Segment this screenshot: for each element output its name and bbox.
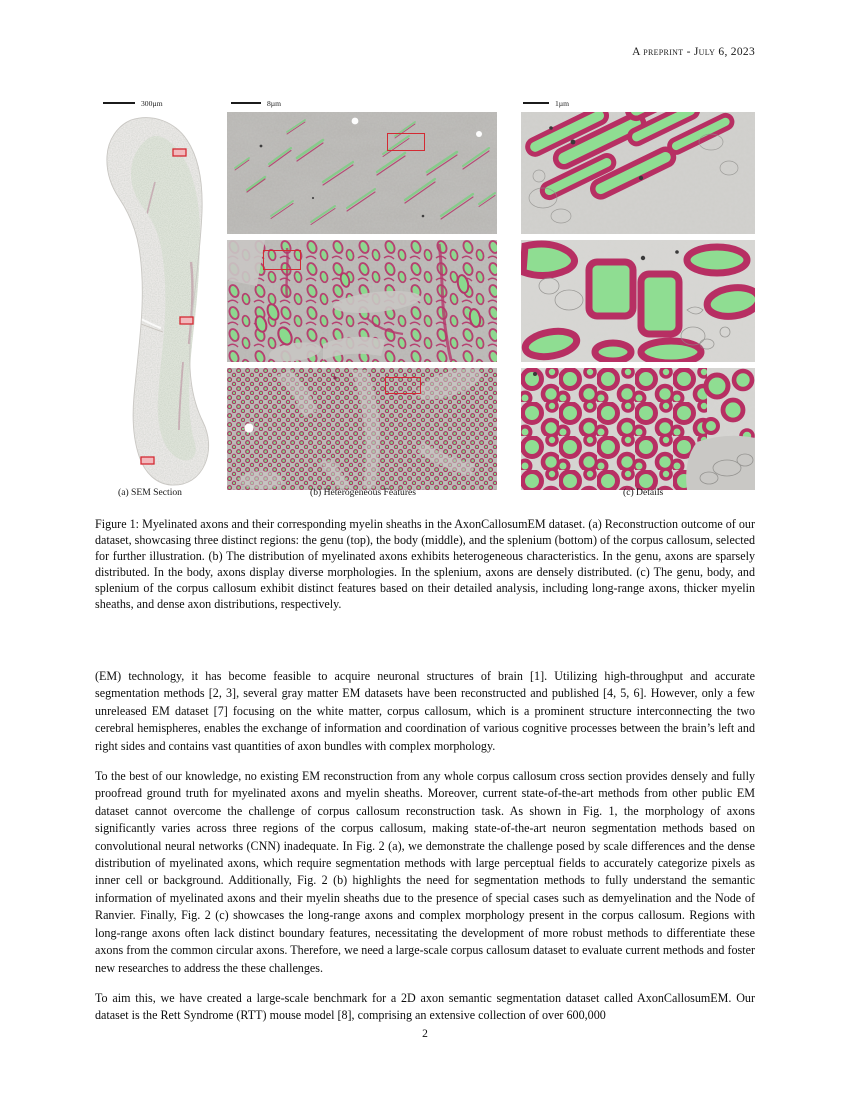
figure-1 [95, 96, 755, 490]
scalebar-label-a: 300µm [141, 98, 163, 108]
running-header: A preprint - July 6, 2023 [632, 46, 755, 58]
em-body-diverse [227, 240, 497, 362]
body-text [95, 668, 755, 1025]
figure-panel-a [95, 96, 223, 490]
panel-c-longrange-tile [521, 112, 755, 234]
paragraph-2: To the best of our knowledge, no existing EM reconstruction from any whole corpus callosum cross section provides densely and fully proofread ground truth for myelinated axons and myelin sheaths. Moreover, current state-of-the-art methods from other public EM dataset cannot overcome the challenge of corpus callosum reconstruction task. As shown in Fig. 1, the morphology of axons significantly varies across three regions of the corpus callosum, making state-of-the-art neuron segmentation methods based on convolutional neural networks (CNN) inadequate. In Fig. 2 (a), we demonstrate the challenge posed by scale differences and the dense distribution of myelinated axons, which require segmentation methods with large perceptual fields to accurately categorize pixels as inner cell or background. Additionally, Fig. 2 (b) highlights the need for segmentation methods to fully understand the semantic information of myelinated axons and their myelin sheaths due to the presence of special cases such as demyelination and the Node of Ranvier. Finally, Fig. 2 (c) showcases the long-range axons and complex morphology present in the corpus callosum. Regions with long-range axons often lack distinct boundary features, necessitating the development of more robust methods to differentiate these axons from the common circular axons. Therefore, we need a large-scale corpus callosum dataset to evaluate current methods and foster new researches to address the these challenges. [95, 769, 755, 975]
paragraph-1: (EM) technology, it has become feasible to acquire neuronal structures of brain [1]. Utilizing high-throughput and accurate segmentation methods [2, 3], several gray matter EM datasets have been reconstructed and published [4, 5, 6]. However, only a few unreleased EM dataset [7] focusing on the white matter, corpus callosum, which is a prominent structure interconnecting the two cerebral hemispheres, enables the exchange of information and coordination of various cognitive processes between the brain’s left and right sides and contains vast quantities of axon bundles with complex morphology. [95, 669, 755, 753]
em-splenium-dense [227, 368, 497, 490]
scalebar-label-c: 1µm [555, 98, 570, 108]
panel-b-body-tile [227, 240, 497, 362]
paragraph-3: To aim this, we have created a large-scale benchmark for a 2D axon semantic segmentation dataset called AxonCallosumEM. Our dataset is the Rett Syndrome (RTT) mouse model [8], comprising an extensive collection of over 600,000 [95, 990, 755, 1023]
panel-c-thick-myelin-tile [521, 240, 755, 362]
scalebar-panel-c [521, 96, 755, 110]
scalebar-line-icon [231, 102, 261, 104]
detail-longrange-axons [521, 112, 755, 234]
detail-dense-axons [521, 368, 755, 490]
subcaption-b: (b) Heterogeneous Features [310, 487, 417, 498]
roi-box-body [180, 317, 193, 324]
figure-caption: Figure 1: Myelinated axons and their corresponding myelin sheaths in the AxonCallosumEM dataset. (a) Reconstruction outcome of our dataset, showcasing three distinct regions: the genu (top), the body (middle), and the splenium (bottom) of the corpus callosum, selected for further illustration. (b) The distribution of myelinated axons exhibits heterogeneous characteristics. In the genu, axons are sparsely distributed. In the body, axons display diverse morphologies. In the splenium, axons are densely distributed. (c) The genu, body, and splenium of the corpus callosum exhibit distinct features based on their detailed analysis, including long-range axons, thicker myelin sheaths, and dense axon distributions, respectively. [95, 517, 755, 612]
detail-thick-myelin [521, 240, 755, 362]
subcaption-c: (c) Details [623, 487, 664, 498]
subcaption-a: (a) SEM Section [118, 487, 182, 498]
roi-box-genu [173, 149, 186, 156]
scalebar-line-icon [103, 102, 135, 104]
sem-section-render [95, 112, 223, 490]
em-genu-sparse [227, 112, 497, 234]
figure-panel-b [227, 96, 497, 490]
panel-b-genu-tile [227, 112, 497, 234]
figure-subcaptions [95, 487, 755, 503]
scalebar-panel-b [227, 96, 497, 110]
roi-box-splenium [141, 457, 154, 464]
panel-c-dense-axons-tile [521, 368, 755, 490]
scalebar-label-b: 8µm [267, 98, 282, 108]
sem-section-image [95, 112, 223, 490]
scalebar-line-icon [523, 102, 549, 104]
figure-panel-c [521, 96, 755, 490]
page-number: 2 [422, 1028, 428, 1040]
panel-b-splenium-tile [227, 368, 497, 490]
scalebar-panel-a [95, 96, 223, 110]
